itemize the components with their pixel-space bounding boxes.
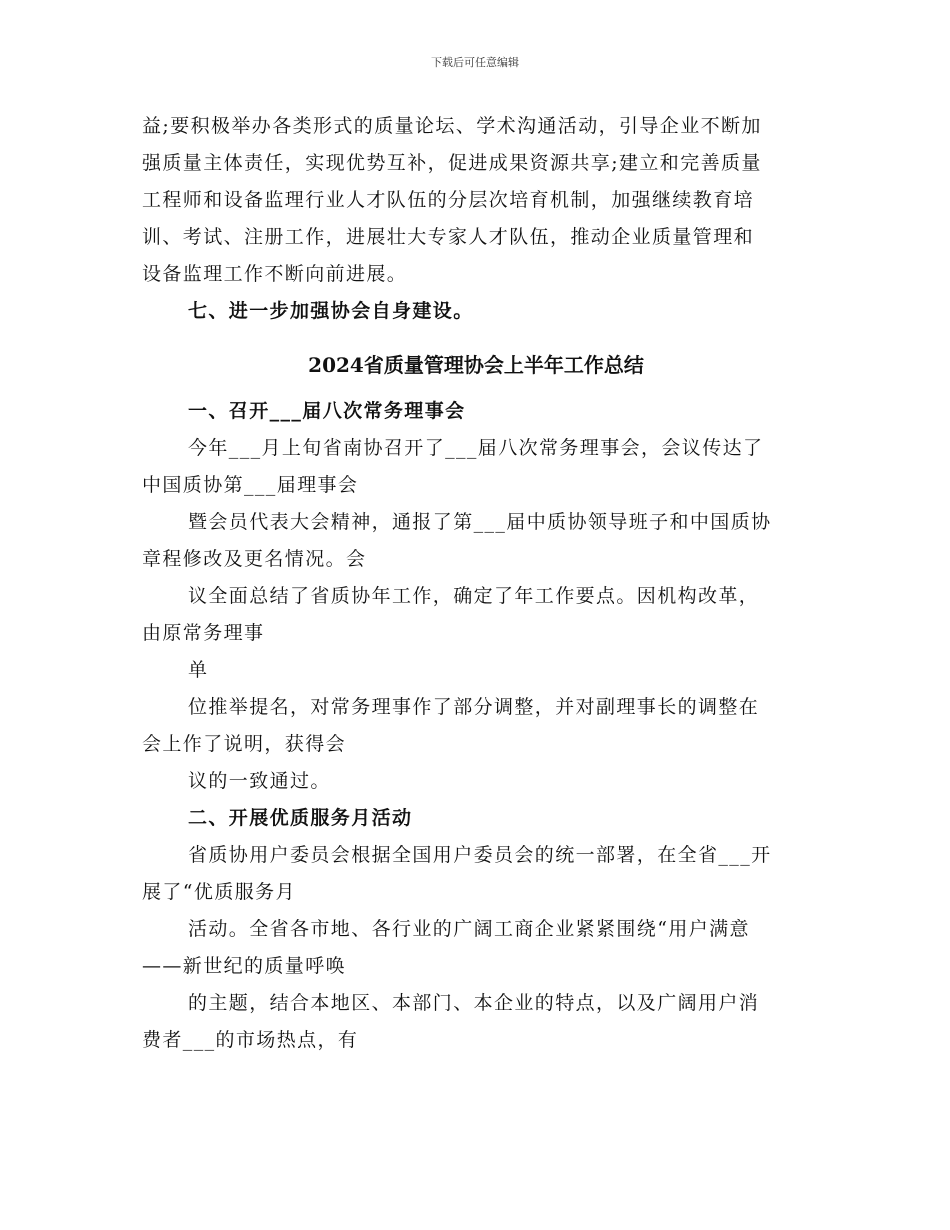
body-line: 中国质协第___届理事会 bbox=[142, 474, 359, 496]
document-body bbox=[142, 108, 810, 1059]
section-seven-heading: 七、进一步加强协会自身建设。 bbox=[188, 300, 474, 322]
body-line: 章程修改及更名情况。会 bbox=[142, 548, 367, 570]
body-line: 会上作了说明，获得会 bbox=[142, 733, 347, 755]
body-line: 工程师和设备监理行业人才队伍的分层次培育机制，加强继续教育培 bbox=[142, 189, 755, 211]
body-line: 展了“优质服务月 bbox=[142, 881, 296, 903]
body-line: 的主题，结合本地区、本部门、本企业的特点，以及广阔用户消 bbox=[188, 992, 760, 1014]
body-line: 议全面总结了省质协年工作，确定了年工作要点。因机构改革， bbox=[188, 585, 760, 607]
body-line: 设备监理工作不断向前进展。 bbox=[142, 263, 408, 285]
body-line: 单 bbox=[188, 659, 209, 681]
body-line: 强质量主体责任，实现优势互补，促进成果资源共享;建立和完善质量 bbox=[142, 152, 762, 174]
body-line: 省质协用户委员会根据全国用户委员会的统一部署，在全省___开 bbox=[188, 844, 772, 866]
body-line: ——新世纪的质量呼唤 bbox=[142, 955, 347, 977]
body-line: 训、考试、注册工作，进展壮大专家人才队伍，推动企业质量管理和 bbox=[142, 226, 755, 248]
page-header-note: 下载后可任意编辑 bbox=[431, 56, 519, 69]
body-line: 暨会员代表大会精神，通报了第___届中质协领导班子和中国质协 bbox=[188, 511, 772, 533]
body-line: 议的一致通过。 bbox=[188, 770, 331, 792]
section-one-heading: 一、召开___届八次常务理事会 bbox=[188, 400, 466, 422]
body-line: 费者___的市场热点，有 bbox=[142, 1029, 359, 1051]
document-title: 2024省质量管理协会上半年工作总结 bbox=[308, 353, 644, 377]
body-line: 位推举提名，对常务理事作了部分调整，并对副理事长的调整在 bbox=[188, 696, 760, 718]
section-two-heading: 二、开展优质服务月活动 bbox=[188, 807, 413, 829]
body-line: 益;要积极举办各类形式的质量论坛、学术沟通活动，引导企业不断加 bbox=[142, 115, 762, 137]
body-line: 今年___月上旬省南协召开了___届八次常务理事会，会议传达了 bbox=[188, 437, 764, 459]
body-line: 活动。全省各市地、各行业的广阔工商企业紧紧围绕“用户满意 bbox=[188, 918, 750, 940]
body-line: 由原常务理事 bbox=[142, 622, 265, 644]
